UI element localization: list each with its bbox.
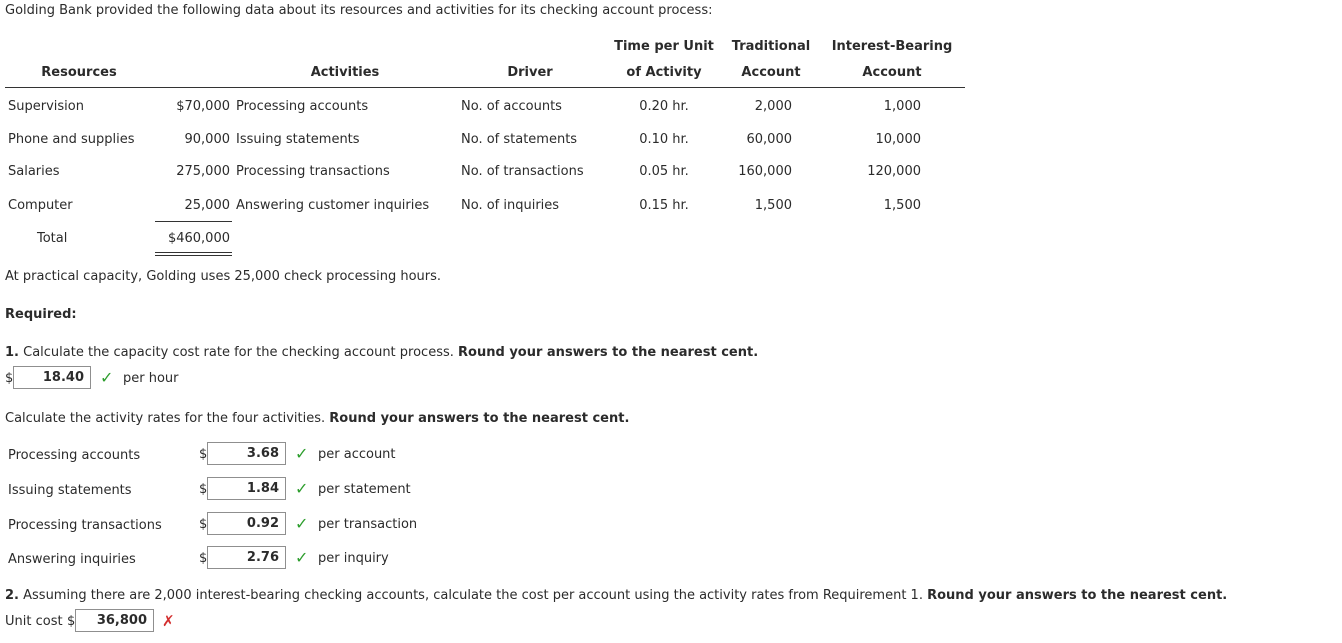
- row-time: 0.15 hr.: [639, 198, 689, 213]
- rate-unit: per inquiry: [318, 551, 389, 566]
- check-icon: ✓: [295, 479, 309, 498]
- row-driver: No. of transactions: [461, 164, 584, 179]
- processing-accounts-rate-input[interactable]: 3.68: [207, 442, 286, 465]
- answering-inquiries-rate-input[interactable]: 2.76: [207, 546, 286, 569]
- rate-currency: $: [199, 447, 208, 462]
- check-icon: ✓: [295, 548, 309, 567]
- unit-cost-input[interactable]: 36,800: [75, 609, 154, 632]
- row-amount: 90,000: [184, 132, 230, 147]
- header-driver: Driver: [507, 65, 553, 80]
- row-resource: Salaries: [8, 164, 60, 179]
- q2-currency: $: [67, 614, 76, 629]
- q2-text: Assuming there are 2,000 interest-bearing checking accounts, calculate the cost per account using the activity rates from Requirement 1.: [23, 588, 923, 603]
- row-activity: Answering customer inquiries: [236, 198, 430, 213]
- row-interest: 120,000: [867, 164, 921, 179]
- rate-label: Processing accounts: [8, 448, 141, 463]
- row-resource: Supervision: [8, 99, 84, 114]
- intro-text: Golding Bank provided the following data about its resources and activities for its checking account process:: [5, 3, 713, 18]
- check-icon: ✓: [295, 444, 309, 463]
- header-divider: [5, 87, 965, 88]
- check-icon: ✓: [100, 368, 114, 387]
- header-traditional-line1: Traditional: [731, 39, 811, 54]
- rate-unit: per statement: [318, 482, 411, 497]
- row-traditional: 2,000: [754, 99, 792, 114]
- rate-currency: $: [199, 517, 208, 532]
- row-traditional: 1,500: [754, 198, 792, 213]
- row-driver: No. of accounts: [461, 99, 562, 114]
- row-activity: Processing accounts: [236, 99, 369, 114]
- header-resources: Resources: [41, 65, 117, 80]
- rate-unit: per transaction: [318, 517, 418, 532]
- subtotal-rule: [155, 221, 232, 222]
- header-interest-line2: Account: [862, 65, 922, 80]
- row-time: 0.10 hr.: [639, 132, 689, 147]
- q2-prompt: [5, 588, 1227, 603]
- row-time: 0.20 hr.: [639, 99, 689, 114]
- header-time-line2: of Activity: [626, 65, 702, 80]
- rate-unit: per account: [318, 447, 396, 462]
- total-double-rule-top: [155, 252, 232, 253]
- row-resource: Phone and supplies: [8, 132, 135, 147]
- row-traditional: 60,000: [746, 132, 792, 147]
- header-interest-line1: Interest-Bearing: [831, 39, 953, 54]
- rate-currency: $: [199, 482, 208, 497]
- row-amount: $70,000: [176, 99, 230, 114]
- row-driver: No. of inquiries: [461, 198, 560, 213]
- check-icon: ✓: [295, 514, 309, 533]
- row-activity: Issuing statements: [236, 132, 360, 147]
- capacity-note: At practical capacity, Golding uses 25,000 check processing hours.: [5, 269, 442, 284]
- row-time: 0.05 hr.: [639, 164, 689, 179]
- q2-instruction: Round your answers to the nearest cent.: [927, 588, 1228, 603]
- x-icon: ✗: [162, 612, 175, 630]
- q1-number: 1.: [5, 345, 19, 360]
- rate-label: Issuing statements: [8, 483, 132, 498]
- activity-rates-instruction: Round your answers to the nearest cent.: [329, 411, 630, 426]
- rate-currency: $: [199, 551, 208, 566]
- issuing-statements-rate-input[interactable]: 1.84: [207, 477, 286, 500]
- row-driver: No. of statements: [461, 132, 578, 147]
- header-traditional-line2: Account: [741, 65, 801, 80]
- total-amount: $460,000: [167, 231, 230, 246]
- row-traditional: 160,000: [738, 164, 792, 179]
- row-interest: 10,000: [875, 132, 921, 147]
- q1-currency: $: [5, 371, 14, 386]
- row-resource: Computer: [8, 198, 73, 213]
- q2-number: 2.: [5, 588, 19, 603]
- row-activity: Processing transactions: [236, 164, 390, 179]
- header-activities: Activities: [310, 65, 380, 80]
- row-amount: 275,000: [176, 164, 230, 179]
- activity-rates-text: Calculate the activity rates for the four activities.: [5, 411, 326, 426]
- activity-rates-prompt: [5, 411, 629, 426]
- q1-unit: per hour: [123, 371, 179, 386]
- row-amount: 25,000: [184, 198, 230, 213]
- row-interest: 1,000: [883, 99, 921, 114]
- rate-label: Processing transactions: [8, 518, 162, 533]
- q1-prompt: [5, 345, 758, 360]
- processing-transactions-rate-input[interactable]: 0.92: [207, 512, 286, 535]
- total-label: Total: [37, 231, 68, 246]
- q1-instruction: Round your answers to the nearest cent.: [458, 345, 759, 360]
- header-time-line1: Time per Unit: [614, 39, 714, 54]
- capacity-cost-rate-input[interactable]: 18.40: [13, 366, 91, 389]
- rate-label: Answering inquiries: [8, 552, 136, 567]
- q1-text: Calculate the capacity cost rate for the checking account process.: [23, 345, 454, 360]
- total-double-rule-bottom: [155, 255, 232, 256]
- row-interest: 1,500: [883, 198, 921, 213]
- required-label: Required:: [5, 307, 77, 322]
- unit-cost-label: Unit cost: [5, 614, 63, 629]
